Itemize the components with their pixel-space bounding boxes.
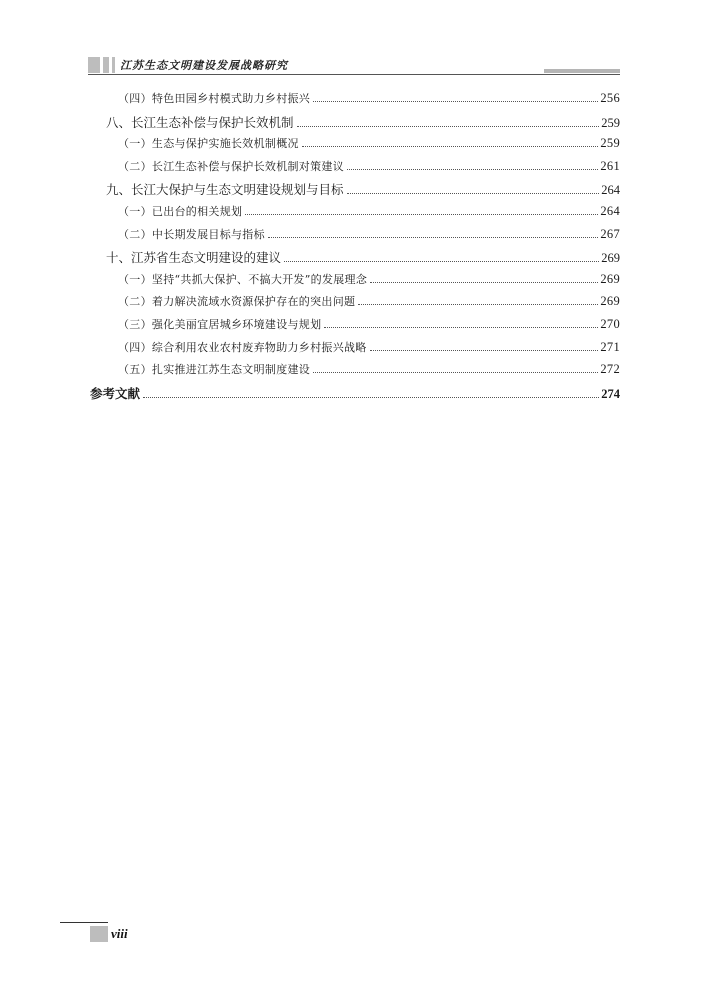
toc-entry[interactable] [90, 90, 620, 113]
dot-leader [347, 193, 600, 194]
toc-entry-label: 十、江苏省生态文明建设的建议 [106, 250, 282, 266]
toc-entry[interactable] [90, 339, 620, 362]
header-decor-block [112, 57, 115, 73]
dot-leader [313, 101, 598, 102]
toc-entry-label: 九、长江大保护与生态文明建设规划与目标 [106, 182, 344, 198]
page-footer [60, 922, 180, 946]
toc-entry-page: 269 [601, 251, 620, 266]
dot-leader [370, 282, 598, 283]
dot-leader [302, 146, 599, 147]
toc-entry-label: （一）已出台的相关规划 [118, 204, 243, 218]
toc-entry-page: 272 [600, 362, 620, 377]
toc-entry-page: 274 [601, 386, 620, 401]
toc-entry-page: 259 [601, 115, 620, 130]
running-header [88, 55, 620, 77]
toc-entry-label: 八、长江生态补偿与保护长效机制 [106, 114, 294, 130]
dot-leader [347, 169, 598, 170]
toc-entry-page: 261 [600, 158, 620, 173]
header-title: 江苏生态文明建设发展战略研究 [120, 59, 288, 72]
toc-entry[interactable] [90, 361, 620, 384]
toc-entry-label: （二）着力解决流域水资源保护存在的突出问题 [118, 295, 356, 309]
toc-entry-label: 参考文献 [90, 385, 141, 401]
footer-rule [60, 922, 108, 923]
toc-entry-page: 264 [601, 183, 620, 198]
toc-entry-label: （四）特色田园乡村模式助力乡村振兴 [118, 92, 311, 105]
toc-entry-page: 269 [600, 271, 620, 286]
dot-leader [358, 304, 598, 305]
toc-entry[interactable] [90, 384, 620, 407]
toc-entry[interactable] [90, 113, 620, 136]
header-decor-block [103, 57, 109, 73]
dot-leader [313, 372, 598, 373]
toc-entry[interactable] [90, 226, 620, 249]
toc-entry[interactable] [90, 135, 620, 158]
toc-entry-label: （四）综合利用农业农村废弃物助力乡村振兴战略 [118, 340, 367, 354]
toc-entry-page: 264 [600, 203, 620, 218]
toc-entry[interactable] [90, 293, 620, 316]
toc-entry-page: 259 [600, 136, 620, 151]
dot-leader [245, 214, 598, 215]
dot-leader [284, 261, 599, 262]
toc-entry-label: （一）坚持“共抓大保护、不搞大开发”的发展理念 [118, 272, 368, 286]
toc-entry-label: （三）强化美丽宜居城乡环境建设与规划 [118, 317, 322, 331]
toc-entry-page: 267 [600, 226, 620, 241]
dot-leader [297, 126, 600, 127]
page-number: viii [111, 926, 128, 941]
toc-entry-page: 270 [600, 316, 620, 331]
header-rule [88, 74, 620, 75]
toc-entry-label: （五）扎实推进江苏生态文明制度建设 [118, 363, 311, 377]
dot-leader [324, 327, 598, 328]
dot-leader [370, 350, 599, 351]
toc-entry-label: （一）生态与保护实施长效机制概况 [118, 137, 299, 151]
toc-entry[interactable] [90, 158, 620, 181]
toc-entry[interactable] [90, 271, 620, 294]
header-decor-block [88, 57, 100, 73]
toc-entry-label: （二）中长期发展目标与指标 [118, 227, 265, 241]
dot-leader [268, 237, 598, 238]
footer-decor-block [90, 926, 108, 942]
toc-entry-label: （二）长江生态补偿与保护长效机制对策建议 [118, 159, 344, 173]
dot-leader [143, 397, 599, 398]
toc-entry[interactable] [90, 316, 620, 339]
toc-entry-page: 256 [600, 91, 620, 105]
header-decor-bar [544, 69, 620, 73]
toc-entry[interactable] [90, 203, 620, 226]
toc-entry-page: 269 [600, 294, 620, 309]
toc-entry-page: 271 [600, 339, 620, 354]
table-of-contents [90, 90, 620, 406]
toc-entry[interactable] [90, 248, 620, 271]
toc-entry[interactable] [90, 180, 620, 203]
